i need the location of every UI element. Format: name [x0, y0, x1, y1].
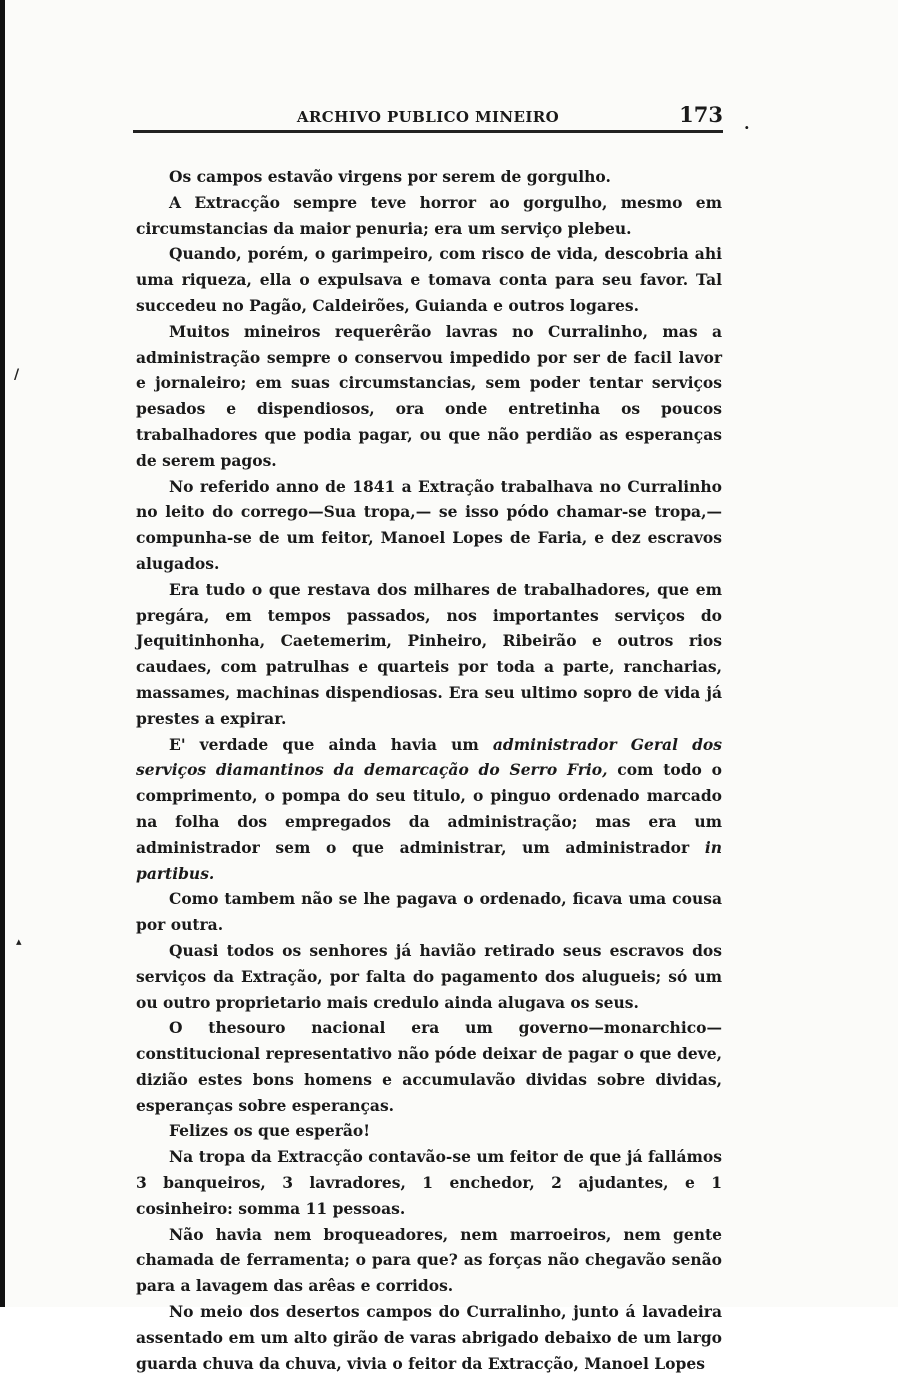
text-run: O thesouro nacional era um governo—monarchico—constitucional representativo não póde deixar de pagar o que deve, dizião estes bons homens e accumulavão dividas sobre dividas, esperanças sobre esperanças. — [136, 1018, 722, 1115]
text-run: Era tudo o que restava dos milhares de trabalhadores, que em pregára, em tempos passados, nos importantes serviços do Jequitinhonha, Caetemerim, Pinheiro, Ribeirão e outros rios caudaes, com patrulhas e quarteis por toda a parte, rancharias, massames, machinas dispendiosas. Era seu ultimo sopro de vida já prestes a expirar. — [136, 579, 722, 728]
text-run: com todo o comprimento, o pompa do seu titulo, o pinguo ordenado marcado na folha dos empregados da administração; mas era um administrador sem o que administrar, um administrador — [136, 760, 722, 857]
text-run: E' verdade que ainda havia um — [169, 734, 493, 754]
margin-mark: / — [14, 367, 20, 383]
paragraph — [136, 1144, 722, 1221]
paragraph — [136, 1015, 722, 1118]
body-text — [136, 164, 722, 1376]
paragraph — [136, 938, 722, 1015]
text-run: Felizes os que esperão! — [169, 1121, 371, 1141]
text-run: Os campos estavão virgens por serem de gorgulho. — [169, 167, 611, 186]
text-run: No referido anno de 1841 a Extração trabalhava no Curralinho no leito do corrego—Sua tropa,— se isso pódo chamar-se tropa,—compunha-se de um feitor, Manoel Lopes de Faria, e dez escravos alugados. — [136, 476, 722, 573]
paragraph — [136, 1118, 722, 1144]
text-run: Não havia nem broqueadores, nem marroeiros, nem gente chamada de ferramenta; o para que? as forças não chegavão senão para a lavagem das arêas e corridos. — [136, 1224, 722, 1296]
paragraph — [136, 319, 722, 474]
paragraph — [136, 1222, 722, 1299]
text-run: Muitos mineiros requerêrão lavras no Curralinho, mas a administração sempre o conservou impedido por ser de facil lavor e jornaleiro; em suas circumstancias, sem poder tentar serviços pesados e dispendiosos, ora onde entretinha os poucos trabalhadores que podia pagar, ou que não perdião as esperanças de serem pagos. — [136, 321, 722, 470]
text-run: Como tambem não se lhe pagava o ordenado, ficava uma cousa por outra. — [136, 889, 722, 935]
paragraph — [136, 474, 722, 577]
text-run: A Extracção sempre teve horror ao gorgulho, mesmo em circumstancias da maior penuria; era um serviço plebeu. — [136, 192, 722, 238]
paragraph — [136, 577, 722, 732]
italic-text: in partibus. — [136, 837, 722, 883]
italic-text: administrador Geral dos serviços diamantinos da demarcação do Serro Frio, — [136, 734, 722, 780]
running-head: ARCHIVO PUBLICO MINEIRO — [296, 108, 560, 126]
paragraph — [136, 190, 722, 242]
stray-mark: . — [744, 114, 750, 133]
paragraph — [136, 241, 722, 318]
text-run: No meio dos desertos campos do Curralinho, junto á lavadeira assentado em um alto girão de varas abrigado debaixo de um largo guarda chuva da chuva, vivia o feitor da Extracção, Manoel Lopes — [136, 1302, 722, 1373]
paragraph — [136, 886, 722, 938]
text-run: Quando, porém, o garimpeiro, com risco de vida, descobria ahi uma riqueza, ella o expulsava e tomava conta para seu favor. Tal succedeu no Pagão, Caldeirões, Guianda e outros logares. — [136, 244, 722, 315]
page-header — [133, 100, 723, 130]
margin-mark: ▴ — [16, 935, 22, 948]
text-run: Na tropa da Extracção contavão-se um feitor de que já fallámos 3 banqueiros, 3 lavradores, 1 enchedor, 2 ajudantes, e 1 cosinheiro: somma 11 pessoas. — [136, 1147, 722, 1218]
paragraph — [136, 1299, 722, 1376]
page-number: 173 — [679, 102, 723, 127]
text-run: Quasi todos os senhores já havião retirado seus escravos dos serviços da Extração, por falta do pagamento dos alugueis; só um ou outro proprietario mais credulo ainda alugava os seus. — [136, 940, 722, 1012]
header-rule — [133, 130, 723, 133]
paragraph — [136, 732, 722, 887]
paragraph — [136, 164, 722, 190]
page-edge-shadow — [0, 0, 5, 1307]
